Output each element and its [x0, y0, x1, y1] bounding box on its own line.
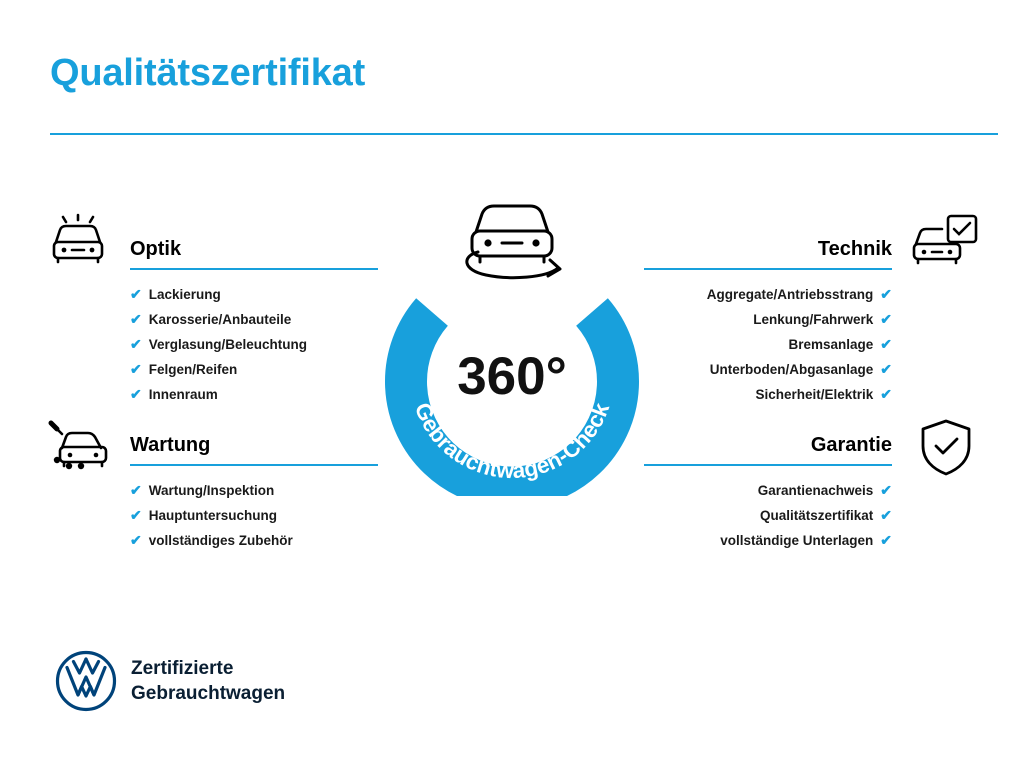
list-item: [130, 528, 378, 553]
list-item: [130, 503, 378, 528]
list-item-label: Sicherheit/Elektrik: [755, 387, 874, 402]
section-wartung-divider: [130, 464, 378, 466]
list-item: [644, 382, 892, 407]
section-technik-divider: [644, 268, 892, 270]
car-lift-icon: [48, 418, 120, 481]
section-technik: [644, 236, 892, 423]
car-front-lights-icon: [48, 212, 120, 277]
list-item: [130, 332, 378, 357]
list-item-label: Lenkung/Fahrwerk: [753, 312, 874, 327]
list-item-label: Wartung/Inspektion: [148, 483, 275, 498]
section-technik-list: [644, 282, 892, 407]
footer-branding: [55, 650, 285, 712]
ring-360-graphic: [372, 256, 652, 496]
list-item: [130, 307, 378, 332]
section-wartung: [130, 432, 378, 569]
list-item: [644, 307, 892, 332]
list-item-label: Garantienachweis: [757, 483, 874, 498]
check-icon: ✔: [880, 336, 892, 352]
footer-line-1: Zertifizierte: [131, 658, 234, 679]
section-technik-title: Technik: [817, 238, 892, 260]
list-item: [644, 528, 892, 553]
list-item: [130, 357, 378, 382]
list-item: [644, 503, 892, 528]
check-icon: ✔: [130, 532, 142, 548]
check-icon: ✔: [880, 311, 892, 327]
section-optik: [130, 236, 378, 423]
list-item-label: Hauptuntersuchung: [148, 508, 277, 523]
section-garantie-divider: [644, 464, 892, 466]
list-item: [644, 478, 892, 503]
list-item-label: Qualitätszertifikat: [759, 508, 874, 523]
section-optik-divider: [130, 268, 378, 270]
section-optik-list: [130, 282, 378, 407]
section-technik-header: [644, 236, 892, 270]
list-item-label: Lackierung: [148, 287, 221, 302]
list-item: [644, 357, 892, 382]
list-item: [644, 282, 892, 307]
ring-label: Gebrauchtwagen-Check: [409, 399, 615, 484]
degrees-label: 360°: [457, 346, 567, 406]
vw-logo: [55, 650, 117, 712]
page-title: Qualitätszertifikat: [50, 52, 366, 94]
check-icon: ✔: [880, 286, 892, 302]
badge-360-check: [372, 196, 652, 496]
car-checklist-icon: [912, 214, 982, 277]
section-wartung-list: [130, 478, 378, 553]
check-icon: ✔: [880, 386, 892, 402]
section-garantie-list: [644, 478, 892, 553]
shield-check-icon: [918, 418, 974, 483]
check-icon: ✔: [130, 336, 142, 352]
list-item-label: Bremsanlage: [788, 337, 874, 352]
section-wartung-title: Wartung: [130, 434, 211, 456]
section-optik-title: Optik: [130, 238, 182, 260]
check-icon: ✔: [130, 286, 142, 302]
list-item: [130, 382, 378, 407]
check-icon: ✔: [130, 507, 142, 523]
list-item: [130, 282, 378, 307]
check-icon: ✔: [130, 361, 142, 377]
check-icon: ✔: [880, 507, 892, 523]
section-garantie: [644, 432, 892, 569]
footer-line-2: Gebrauchtwagen: [131, 683, 286, 704]
list-item-label: Karosserie/Anbauteile: [148, 312, 292, 327]
list-item-label: Innenraum: [148, 387, 218, 402]
list-item-label: vollständige Unterlagen: [720, 533, 874, 548]
section-wartung-header: [130, 432, 378, 466]
section-garantie-header: [644, 432, 892, 466]
list-item: [130, 478, 378, 503]
check-icon: ✔: [130, 311, 142, 327]
footer-text: [131, 656, 285, 706]
list-item-label: Aggregate/Antriebsstrang: [706, 287, 874, 302]
list-item: [644, 332, 892, 357]
list-item-label: Unterboden/Abgasanlage: [709, 362, 874, 377]
section-garantie-title: Garantie: [810, 434, 892, 456]
title-divider: [50, 133, 998, 135]
list-item-label: vollständiges Zubehör: [148, 533, 293, 548]
check-icon: ✔: [130, 482, 142, 498]
check-icon: ✔: [880, 361, 892, 377]
check-icon: ✔: [880, 532, 892, 548]
list-item-label: Verglasung/Beleuchtung: [148, 337, 308, 352]
section-optik-header: [130, 236, 378, 270]
check-icon: ✔: [130, 386, 142, 402]
check-icon: ✔: [880, 482, 892, 498]
list-item-label: Felgen/Reifen: [148, 362, 238, 377]
